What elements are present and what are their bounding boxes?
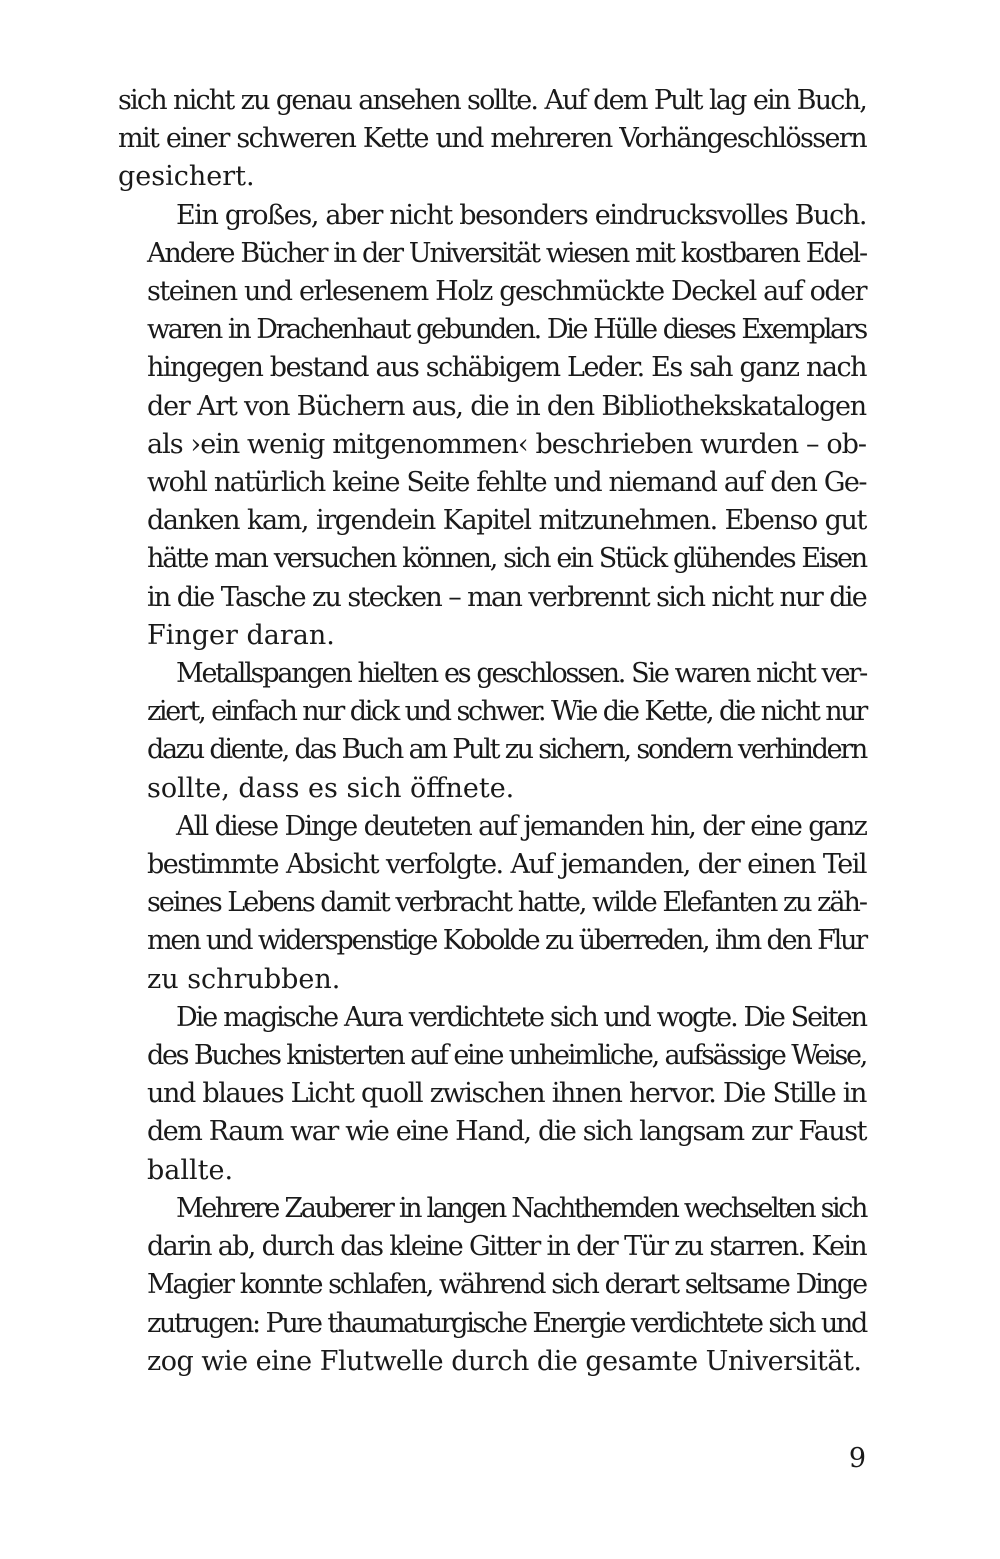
text-line: in die Tasche zu stecken – man verbrennt sich nicht nur die — [147, 581, 866, 613]
text-line: bestimmte Absicht verfolgte. Auf jemanden, der einen Teil — [147, 849, 866, 881]
text-line: hätte man versuchen können, sich ein Stück glühendes Eisen — [147, 543, 866, 575]
text-line: zutrugen: Pure thaumaturgische Energie verdichtete sich und — [147, 1307, 866, 1339]
text-line: steinen und erlesenem Holz geschmückte Deckel auf oder — [147, 276, 866, 308]
text-line: Magier konnte schlafen, während sich derart seltsame Dinge — [147, 1269, 866, 1301]
text-line: danken kam, irgendein Kapitel mitzunehmen. Ebenso gut — [147, 505, 866, 537]
text-line: All diese Dinge deuteten auf jemanden hin, der eine ganz — [176, 810, 866, 842]
text-line: seines Lebens damit verbracht hatte, wilde Elefanten zu zäh- — [147, 887, 866, 919]
text-line: Metallspangen hielten es geschlossen. Sie waren nicht ver- — [176, 658, 866, 690]
paragraph — [118, 1190, 866, 1381]
text-line: zu schrubben. — [147, 963, 341, 995]
text-line: hingegen bestand aus schäbigem Leder. Es sah ganz nach — [147, 352, 866, 384]
paragraph — [118, 82, 866, 197]
text-line: dem Raum war wie eine Hand, die sich langsam zur Faust — [147, 1116, 866, 1148]
text-line: dazu diente, das Buch am Pult zu sichern, sondern verhindern — [147, 734, 866, 766]
text-line: gesichert. — [118, 161, 255, 193]
text-line: Finger daran. — [147, 619, 335, 651]
paragraph — [118, 999, 866, 1190]
text-line: mit einer schweren Kette und mehreren Vorhängeschlössern — [118, 123, 866, 155]
text-line: als ›ein wenig mitgenommen‹ beschrieben wurden – ob- — [147, 428, 866, 460]
text-line: zog wie eine Flutwelle durch die gesamte Universität. — [147, 1345, 862, 1377]
text-line: sich nicht zu genau ansehen sollte. Auf dem Pult lag ein Buch, — [118, 85, 866, 116]
text-line: sollte, dass es sich öffnete. — [147, 772, 515, 804]
text-line: darin ab, durch das kleine Gitter in der Tür zu starren. Kein — [147, 1231, 866, 1263]
text-line: der Art von Büchern aus, die in den Bibliothekskatalogen — [147, 390, 866, 422]
text-line: ballte. — [147, 1154, 234, 1186]
text-line: Die magische Aura verdichtete sich und wogte. Die Seiten — [176, 1001, 866, 1033]
paragraph — [118, 808, 866, 999]
text-line: Mehrere Zauberer in langen Nachthemden wechselten sich — [176, 1192, 866, 1224]
text-line: des Buches knisterten auf eine unheimliche, aufsässige Weise, — [147, 1040, 866, 1072]
text-line: Andere Bücher in der Universität wiesen mit kostbaren Edel- — [147, 237, 866, 269]
text-line: Ein großes, aber nicht besonders eindrucksvolles Buch. — [176, 199, 866, 231]
text-line: wohl natürlich keine Seite fehlte und niemand auf den Ge- — [147, 467, 866, 499]
page-number: 9 — [848, 1443, 866, 1474]
text-line: men und widerspenstige Kobolde zu überreden, ihm den Flur — [147, 925, 866, 957]
paragraph — [118, 197, 866, 655]
text-line: ziert, einfach nur dick und schwer. Wie die Kette, die nicht nur — [147, 696, 866, 728]
text-line: waren in Drachenhaut gebunden. Die Hülle dieses Exemplars — [147, 314, 866, 346]
body-text — [118, 82, 866, 1381]
text-line: und blaues Licht quoll zwischen ihnen hervor. Die Stille in — [147, 1078, 866, 1110]
paragraph — [118, 655, 866, 808]
